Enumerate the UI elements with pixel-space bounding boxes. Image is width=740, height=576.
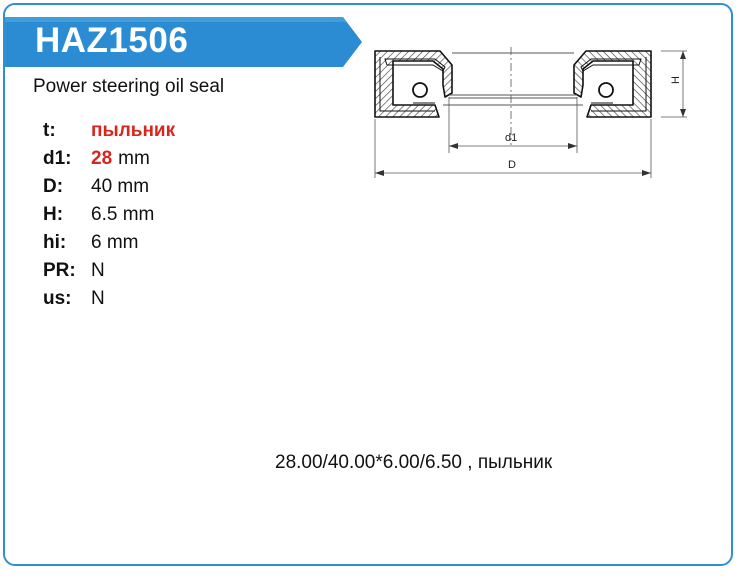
spec-row-D bbox=[43, 173, 175, 201]
spec-row-type bbox=[43, 117, 175, 145]
spec-value: пыльник bbox=[91, 120, 176, 141]
spec-key: us: bbox=[43, 288, 72, 309]
dimension-H-label: H bbox=[670, 76, 682, 84]
spec-row-PR bbox=[43, 257, 175, 285]
spec-key: d1: bbox=[43, 148, 72, 169]
left-seal-profile bbox=[375, 51, 452, 117]
spec-key: t: bbox=[43, 120, 56, 141]
dimension-D-label: D bbox=[508, 159, 516, 171]
spec-value: 6 mm bbox=[91, 232, 139, 253]
spec-key: H: bbox=[43, 204, 64, 225]
part-number-title: HAZ1506 bbox=[35, 21, 189, 60]
part-number-banner bbox=[5, 17, 362, 67]
spec-value: 6.5 mm bbox=[91, 204, 155, 225]
spec-row-d1 bbox=[43, 145, 175, 173]
right-seal-profile bbox=[574, 51, 651, 117]
spec-list bbox=[43, 117, 175, 313]
spec-unit: mm bbox=[118, 148, 150, 169]
spec-key: D: bbox=[43, 176, 64, 197]
spec-row-H bbox=[43, 201, 175, 229]
spec-key: PR: bbox=[43, 260, 76, 281]
spec-row-us bbox=[43, 285, 175, 313]
size-summary: 28.00/40.00*6.00/6.50 , пыльник bbox=[275, 452, 553, 473]
seal-cross-section-drawing bbox=[365, 45, 695, 190]
dimension-d1-label: d1 bbox=[505, 132, 518, 144]
product-description: Power steering oil seal bbox=[33, 76, 225, 97]
spec-value: 40 mm bbox=[91, 176, 150, 197]
spec-value: 28 bbox=[91, 148, 113, 169]
spec-row-hi bbox=[43, 229, 175, 257]
spec-key: hi: bbox=[43, 232, 67, 253]
spec-value: N bbox=[91, 260, 105, 281]
spec-value: N bbox=[91, 288, 105, 309]
